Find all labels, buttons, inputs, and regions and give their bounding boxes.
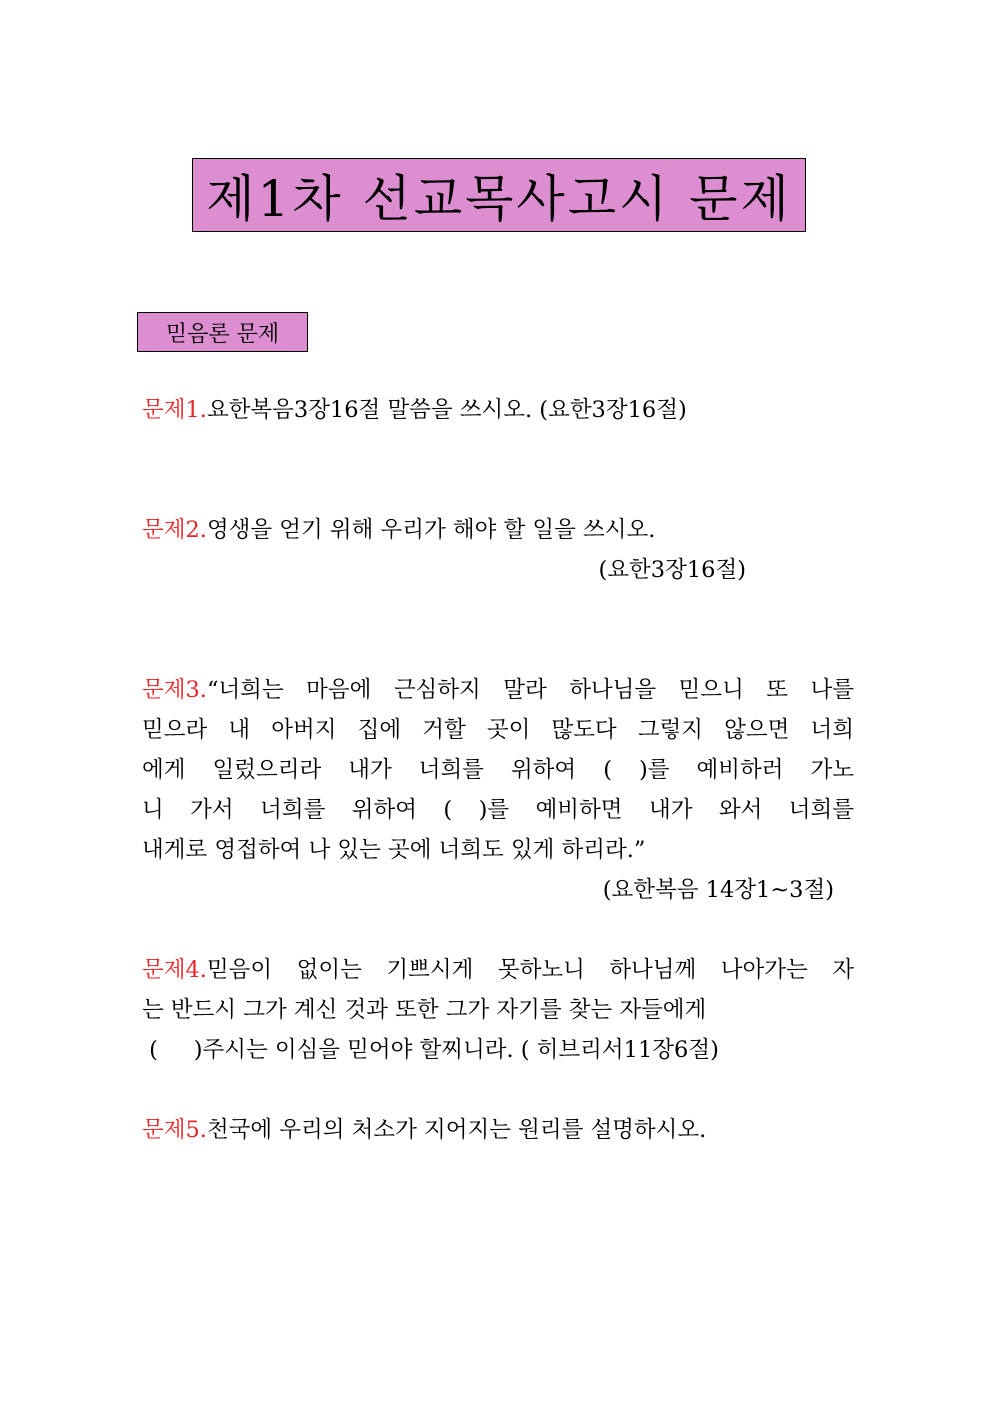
question-3 — [142, 670, 854, 910]
question-text-line: 믿음이 없이는 기쁘시게 못하노니 하나님께 나아가는 자 — [206, 957, 854, 983]
question-text-line: 니 가서 너희를 위하여 ( )를 예비하면 내가 와서 너희를 — [142, 797, 854, 823]
question-text: 천국에 우리의 처소가 지어지는 원리를 설명하시오. — [206, 1117, 707, 1143]
question-text-line: ( )주시는 이심을 믿어야 할찌니라. ( 히브리서11장6절) — [142, 1037, 719, 1063]
page-title: 제1차 선교목사고시 문제 — [192, 158, 806, 232]
scripture-reference: (요한3장16절) — [598, 557, 746, 583]
question-4 — [142, 950, 854, 1070]
question-text-line: 에게 일렀으리라 내가 너희를 위하여 ( )를 예비하러 가노 — [142, 757, 854, 783]
question-number: 문제4. — [142, 957, 207, 983]
question-text-line: “너희는 마음에 근심하지 말라 하나님을 믿으니 또 나를 — [206, 677, 854, 703]
question-1 — [142, 390, 854, 430]
question-number: 문제5. — [142, 1117, 207, 1143]
section-label: 믿음론 문제 — [137, 312, 308, 352]
question-text: 영생을 얻기 위해 우리가 해야 할 일을 쓰시오. — [206, 517, 656, 543]
scripture-reference: (요한복음 14장1~3절) — [602, 877, 834, 903]
question-number: 문제3. — [142, 677, 207, 703]
question-text: 요한복음3장16절 말씀을 쓰시오. (요한3장16절) — [206, 397, 687, 423]
question-text-line: 믿으라 내 아버지 집에 거할 곳이 많도다 그렇지 않으면 너희 — [142, 717, 854, 743]
question-text-line: 내게로 영접하여 나 있는 곳에 너희도 있게 하리라.” — [142, 837, 646, 863]
question-2 — [142, 510, 746, 590]
question-text-line: 는 반드시 그가 계신 것과 또한 그가 자기를 찾는 자들에게 — [142, 997, 707, 1023]
question-number: 문제1. — [142, 397, 207, 423]
question-5 — [142, 1110, 854, 1150]
question-number: 문제2. — [142, 517, 207, 543]
